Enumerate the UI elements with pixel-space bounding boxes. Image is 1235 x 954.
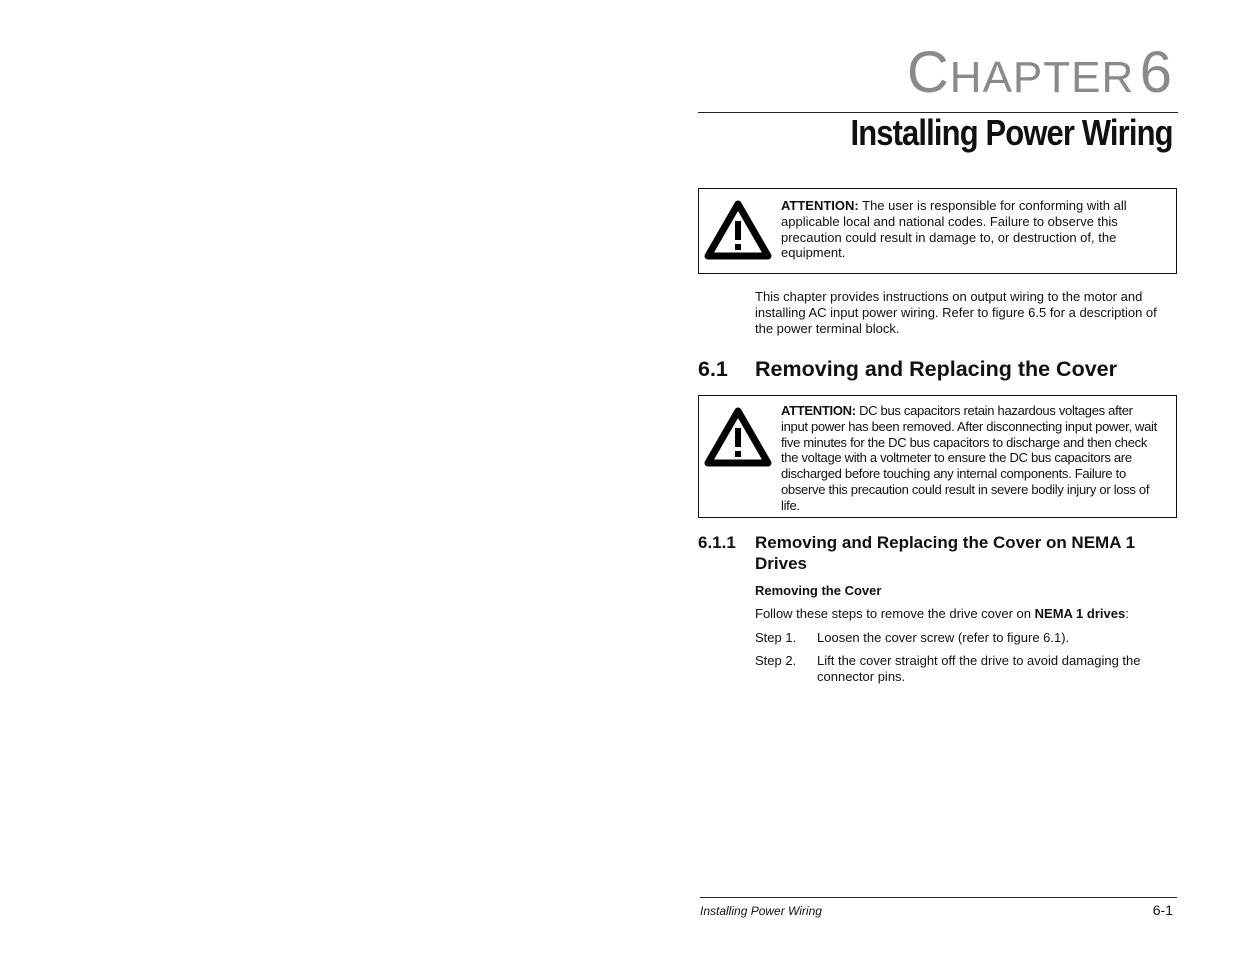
procedure-intro xyxy=(755,606,1129,621)
chapter-initial: C xyxy=(906,40,950,105)
chapter-number: 6 xyxy=(1139,40,1173,105)
intro-paragraph: This chapter provides instructions on output wiring to the motor and installing AC input power wiring. Refer to figure 6.5 for a description of the power terminal block. xyxy=(755,289,1157,336)
section-number: 6.1 xyxy=(698,357,728,381)
procedure-intro-bold: NEMA 1 drives xyxy=(1034,606,1126,621)
procedure-intro-suffix: : xyxy=(1125,606,1129,621)
attention-text xyxy=(781,403,1158,514)
attention-label: ATTENTION: xyxy=(781,198,859,213)
subsection-title: Removing and Replacing the Cover on NEMA 1 Drives xyxy=(755,533,1136,573)
step-text: Lift the cover straight off the drive to avoid damaging the connector pins. xyxy=(817,653,1141,684)
attention-box xyxy=(698,188,1177,274)
attention-message: The user is responsible for conforming with all applicable local and national codes. Failure to observe this precaution could result in damage to, or destruction of, the equipment. xyxy=(781,198,1127,261)
chapter-label xyxy=(906,40,1173,105)
attention-box xyxy=(698,395,1177,518)
footer-title: Installing Power Wiring xyxy=(700,904,822,918)
attention-label: ATTENTION: xyxy=(781,403,856,418)
step-text: Loosen the cover screw (refer to figure 6.1). xyxy=(817,630,1070,645)
procedure-intro-text: Follow these steps to remove the drive cover on xyxy=(755,606,1035,621)
page-number: 6-1 xyxy=(1152,902,1173,918)
chapter-word: HAPTER xyxy=(949,53,1135,102)
footer-divider xyxy=(700,897,1177,898)
warning-triangle-icon xyxy=(704,406,772,468)
attention-message: DC bus capacitors retain hazardous voltages after input power has been removed. After disconnecting input power, wait five minutes for the DC bus capacitors to discharge and then check the voltage with a voltmeter to ensure the DC bus capacitors are discharged before touching any internal components. Failure to observe this precaution could result in severe bodily injury or loss of life. xyxy=(781,403,1157,513)
section-heading xyxy=(698,357,1117,382)
section-title: Removing and Replacing the Cover xyxy=(755,357,1117,381)
warning-triangle-icon xyxy=(704,199,772,261)
step-label: Step 1. xyxy=(755,630,797,645)
step-label: Step 2. xyxy=(755,653,797,668)
attention-text xyxy=(781,198,1158,261)
procedure-heading: Removing the Cover xyxy=(755,583,882,598)
subsection-number: 6.1.1 xyxy=(698,533,736,552)
chapter-title: Installing Power Wiring xyxy=(850,112,1173,153)
